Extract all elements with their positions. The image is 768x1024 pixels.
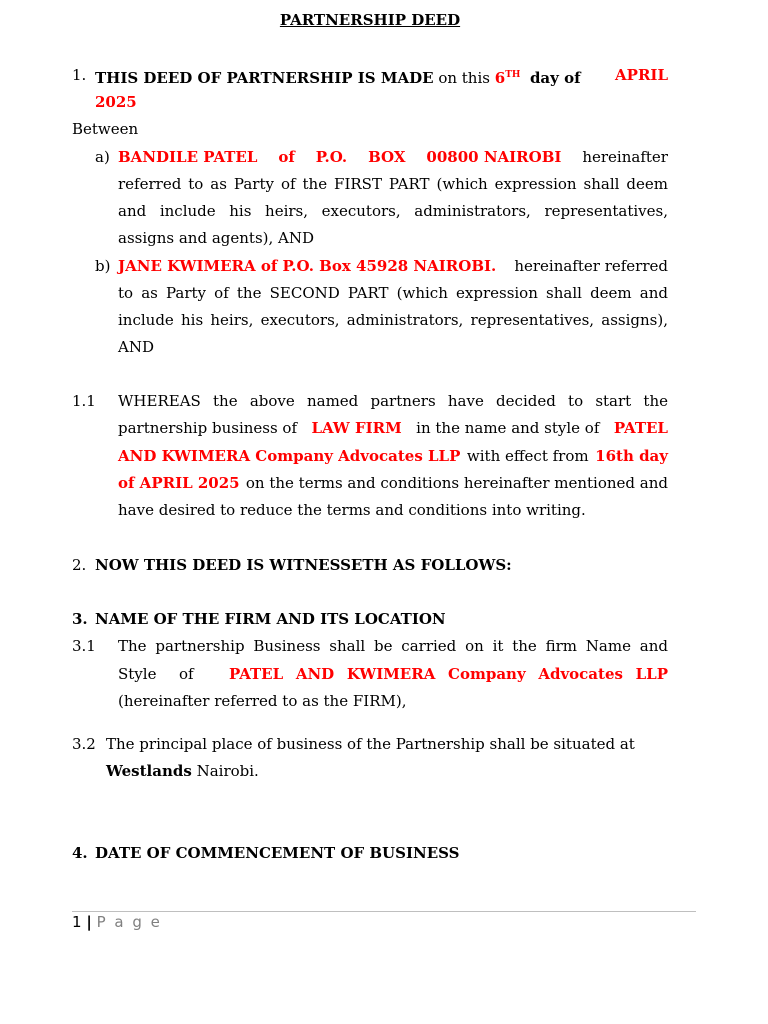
section-3-heading: NAME OF THE FIRM AND ITS LOCATION — [95, 610, 446, 628]
party-b-line-3: include his heirs, executors, administrators, representatives, assigns), — [118, 311, 668, 329]
clause-2-text: NOW THIS DEED IS WITNESSETH AS FOLLOWS: — [95, 556, 512, 574]
effective-date-part: 16th day — [595, 447, 668, 465]
page-footer — [72, 912, 162, 932]
footer-divider — [72, 911, 696, 912]
section-4-number: 4. — [72, 844, 88, 862]
day-of-text: day of — [529, 69, 581, 87]
firm-name-part: AND KWIMERA Company Advocates LLP — [118, 447, 461, 465]
section-3-number: 3. — [72, 610, 88, 628]
clause-1-1-line-4: of APRIL 2025 on the terms and conditions hereinafter mentioned and — [118, 474, 668, 492]
page-label: P a g e — [96, 913, 162, 931]
party-a-line-4: assigns and agents), AND — [118, 229, 315, 247]
clause-3-1-style: Style — [118, 665, 157, 683]
clause-3-1-of: of — [179, 665, 194, 683]
footer-separator: | — [86, 913, 92, 931]
deed-month: APRIL — [615, 66, 668, 84]
firm-type: LAW FIRM — [311, 419, 402, 437]
party-a-line-1: BANDILE PATEL of P.O. BOX 00800 NAIROBI hereinafter — [118, 148, 668, 166]
clause-3-2-line-1: The principal place of business of the Partnership shall be situated at — [106, 735, 635, 753]
clause-1-number: 1. — [72, 66, 87, 84]
deed-year: 2025 — [95, 93, 137, 111]
clause-1-1-line-5: have desired to reduce the terms and conditions into writing. — [118, 501, 586, 519]
business-location: Westlands — [106, 762, 192, 780]
party-a-name: BANDILE PATEL — [118, 148, 258, 166]
clause-1-1-line-2: partnership business of LAW FIRM in the name and style of PATEL — [118, 419, 668, 437]
clause-1-1-line-1: WHEREAS the above named partners have decided to start the — [118, 392, 668, 410]
page-number: 1 — [72, 913, 82, 931]
party-b-line-1: JANE KWIMERA of P.O. Box 45928 NAIROBI. hereinafter referred — [118, 257, 668, 275]
clause-3-1-line-3: (hereinafter referred to as the FIRM), — [118, 692, 407, 710]
clause-3-1-number: 3.1 — [72, 637, 96, 655]
party-b-marker: b) — [95, 257, 111, 275]
clause-1-line-1 — [95, 65, 668, 88]
clause-1-1-number: 1.1 — [72, 392, 96, 410]
party-a-line-2: referred to as Party of the FIRST PART (which expression shall deem — [118, 175, 668, 193]
party-a-line-3: and include his heirs, executors, administrators, representatives, — [118, 202, 668, 220]
page-title: PARTNERSHIP DEED — [279, 11, 461, 29]
deed-day: 6TH — [494, 69, 521, 87]
firm-name: PATEL AND KWIMERA Company Advocates LLP — [229, 665, 668, 683]
between-label: Between — [72, 120, 139, 138]
party-a-address: 00800 NAIROBI — [426, 148, 562, 166]
party-b-line-4: AND — [118, 338, 154, 356]
clause-1-1-line-3: AND KWIMERA Company Advocates LLP with effect from 16th day — [118, 447, 668, 465]
party-b-name: JANE KWIMERA of P.O. Box 45928 NAIROBI. — [118, 257, 497, 275]
clause-3-2-line-2: Westlands Nairobi. — [106, 762, 259, 780]
clause-3-1-line-1: The partnership Business shall be carried on it the firm Name and — [118, 637, 668, 655]
party-b-line-2: to as Party of the SECOND PART (which expression shall deem and — [118, 284, 668, 302]
deed-made-phrase: THIS DEED OF PARTNERSHIP IS MADE — [95, 69, 434, 87]
effective-date-rest: of APRIL 2025 — [118, 474, 240, 492]
clause-3-2-number: 3.2 — [72, 735, 96, 753]
clause-2-number: 2. — [72, 556, 87, 574]
party-a-marker: a) — [95, 148, 110, 166]
on-this-text: on this — [438, 69, 490, 87]
section-4-heading: DATE OF COMMENCEMENT OF BUSINESS — [95, 844, 460, 862]
